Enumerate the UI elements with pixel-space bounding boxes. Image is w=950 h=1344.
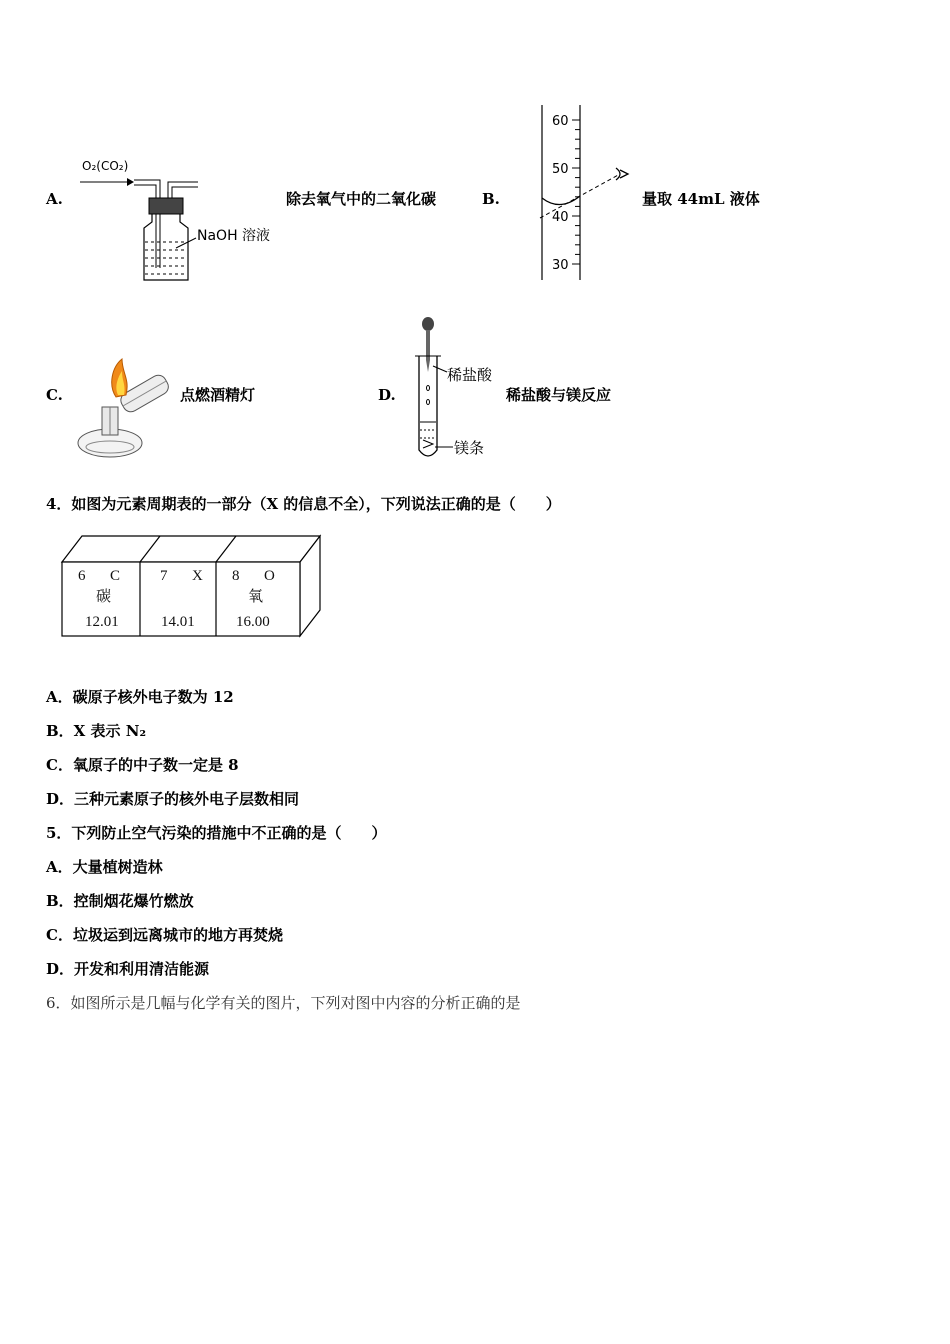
q5-option-d: D．开发和利用清洁能源: [46, 960, 210, 978]
q4-stem: 4．如图为元素周期表的一部分（X 的信息不全），下列说法正确的是（ ）: [46, 495, 561, 513]
cell-symbol: O: [264, 568, 275, 584]
q4-option-b: B．X 表示 N₂: [46, 722, 147, 740]
meniscus: [542, 196, 580, 205]
cell-name: 碳: [96, 589, 112, 605]
q5-option-b: B．控制烟花爆竹燃放: [46, 892, 194, 910]
cell-symbol: C: [110, 568, 121, 584]
tick-30: 30: [552, 258, 569, 273]
cell-mass: 16.00: [236, 614, 270, 630]
q4-option-d: D．三种元素原子的核外电子层数相同: [46, 790, 300, 808]
tick-50: 50: [552, 162, 569, 177]
dropper-bulb: [422, 317, 434, 331]
acid-label: 稀盐酸: [447, 366, 493, 384]
cell-mass: 14.01: [161, 614, 195, 630]
tick-60: 60: [552, 114, 569, 129]
gas-washing-bottle-figure: [72, 150, 287, 285]
q6-stem: 6．如图所示是几幅与化学有关的图片，下列对图中内容的分析正确的是: [46, 994, 521, 1012]
cylinder-scale: [572, 120, 580, 264]
q4-option-c: C．氧原子的中子数一定是 8: [46, 756, 239, 774]
eye-icon: [616, 168, 628, 180]
metal-label: 镁条: [454, 439, 485, 457]
periodic-table-fragment: [58, 532, 328, 642]
q5-stem: 5．下列防止空气污染的措施中不正确的是（ ）: [46, 824, 387, 842]
option-d-label: D.: [378, 386, 396, 404]
option-b-caption: 量取 44mL 液体: [642, 190, 760, 208]
tick-40: 40: [552, 210, 569, 225]
cell-name: 氧: [248, 589, 264, 605]
option-a-caption: 除去氧气中的二氧化碳: [286, 190, 437, 208]
cell-mass: 12.01: [85, 614, 119, 630]
option-c-label: C.: [46, 386, 63, 404]
solution-label: NaOH 溶液: [197, 228, 271, 244]
q5-option-c: C．垃圾运到远离城市的地方再焚烧: [46, 926, 283, 944]
option-d-caption: 稀盐酸与镁反应: [506, 386, 612, 404]
graduated-cylinder-figure: [530, 100, 640, 285]
cell-number: 6: [78, 568, 86, 584]
alcohol-lamp-figure: [72, 355, 182, 465]
cell-symbol: X: [192, 568, 203, 584]
option-b-label: B.: [482, 190, 500, 208]
q4-option-a: A．碳原子核外电子数为 12: [46, 688, 234, 706]
magnesium-strip: [423, 440, 433, 448]
bottle: [144, 214, 188, 280]
q5-option-a: A．大量植树造林: [46, 858, 163, 876]
cell-number: 8: [232, 568, 240, 584]
option-a-label: A.: [46, 190, 63, 208]
rubber-stopper: [149, 198, 183, 214]
gas-label: O₂(CO₂): [82, 159, 129, 173]
cell-number: 7: [160, 568, 168, 584]
option-c-caption: 点燃酒精灯: [180, 386, 256, 404]
